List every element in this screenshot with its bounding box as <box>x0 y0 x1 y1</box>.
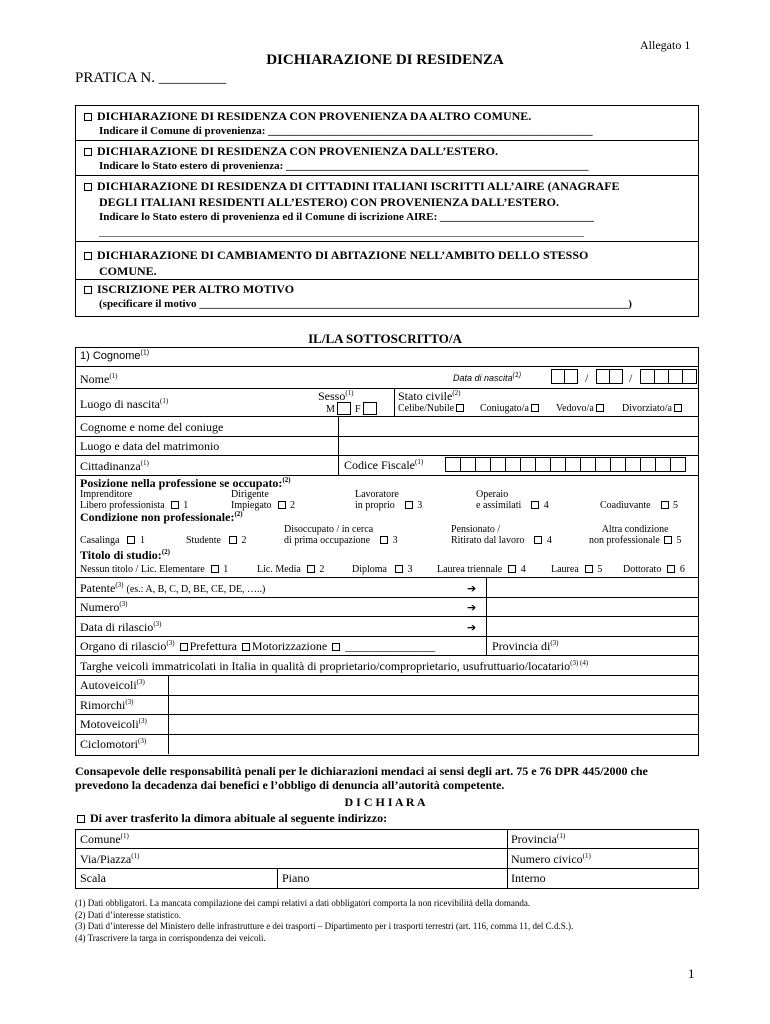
codice-fiscale-char-box[interactable] <box>670 457 686 472</box>
codice-fiscale-char-box[interactable] <box>445 457 461 472</box>
checkbox-icon[interactable] <box>585 565 593 573</box>
checkbox-icon[interactable] <box>531 404 539 412</box>
checkbox-icon[interactable] <box>667 565 675 573</box>
nonprof-altra[interactable]: Altra condizione non professionale 5 <box>589 524 682 546</box>
consapevole-text: Consapevole delle responsabilità penali per le dichiarazioni mendaci ai sensi degli art. 75 e 76 DPR 445/2000 che <box>75 764 648 778</box>
arrow-right-icon: ➔ <box>467 621 477 634</box>
pratica-number: PRATICA N. _________ <box>75 70 227 86</box>
dichiara-title: D I C H I A R A <box>344 795 426 809</box>
checkbox-icon[interactable] <box>77 815 85 823</box>
scala-label: Scala <box>80 871 106 885</box>
data-rilascio-label: Data di rilascio$^{(3)}$ <box>80 620 162 634</box>
studio-dottorato[interactable]: Dottorato 6 <box>623 564 685 575</box>
studio-media[interactable]: Lic. Media 2 <box>257 564 325 575</box>
cittadinanza-label: Cittadinanza$^{(1)}$ <box>80 459 149 473</box>
studio-title: Titolo di studio:$^{(2)}$ <box>80 548 170 562</box>
prof-lavoratore[interactable]: Lavoratore in proprio 3 <box>355 489 423 511</box>
checkbox-icon[interactable] <box>84 148 92 156</box>
codice-fiscale-char-box[interactable] <box>550 457 566 472</box>
checkbox-icon[interactable] <box>661 501 669 509</box>
codice-fiscale-char-box[interactable] <box>640 457 656 472</box>
studio-laurea[interactable]: Laurea 5 <box>551 564 603 575</box>
data-nascita-field[interactable] <box>551 369 578 389</box>
nome-label: Nome$^{(1)}$ <box>80 372 118 386</box>
footnote: (2) Dati d’interesse statistico. <box>75 909 181 920</box>
numero-patente-label: Numero$^{(3)}$ <box>80 600 128 614</box>
professione-title: Posizione nella professione se occupato:$^{(2)}$ <box>80 476 291 490</box>
via-label: Via/Piazza$^{(1)}$ <box>80 852 140 866</box>
prof-dirigente[interactable]: Dirigente Impiegato 2 <box>231 489 296 511</box>
checkbox-icon[interactable] <box>508 565 516 573</box>
checkbox-icon[interactable] <box>380 536 388 544</box>
codice-fiscale-char-box[interactable] <box>490 457 506 472</box>
section-title-sottoscritto: IL/LA SOTTOSCRITTO/A <box>308 331 462 346</box>
option-aire-blank: _________________________________________________________________________________________________ <box>99 227 584 238</box>
codice-fiscale-char-box[interactable] <box>535 457 551 472</box>
option-aire-line2: DEGLI ITALIANI RESIDENTI ALL’ESTERO) CON PROVENIENZA DALL’ESTERO. <box>99 195 560 209</box>
dimora-checkbox[interactable]: Di aver trasferito la dimora abituale al seguente indirizzo: <box>75 811 387 826</box>
patente-label: Patente$^{(3)}$ (es.: A, B, C, D, BE, CE, DE, …..) <box>80 581 266 595</box>
checkbox-icon[interactable] <box>84 183 92 191</box>
checkbox-icon[interactable] <box>307 565 315 573</box>
nonprof-disoccupato[interactable]: Disoccupato / in cerca di prima occupazione 3 <box>284 524 398 546</box>
checkbox-icon[interactable] <box>534 536 542 544</box>
autoveicoli-label: Autoveicoli$^{(3)}$ <box>80 678 145 692</box>
option-cambio-abitazione[interactable]: DICHIARAZIONE DI CAMBIAMENTO DI ABITAZIONE NELL’AMBITO DELLO STESSO <box>82 248 588 263</box>
codice-fiscale-char-box[interactable] <box>580 457 596 472</box>
consapevole-text-2: prevedono la decadenza dai benefici e l’obbligo di denuncia all’autorità competente. <box>75 778 505 792</box>
checkbox-icon[interactable] <box>674 404 682 412</box>
provincia-label: Provincia$^{(1)}$ <box>511 832 566 846</box>
option-altro-comune-sub: Indicare il Comune di provenienza: ___________________________________________________________ <box>99 125 593 137</box>
option-aire[interactable]: DICHIARAZIONE DI RESIDENZA DI CITTADINI ITALIANI ISCRITTI ALL’AIRE (ANAGRAFE <box>82 179 620 194</box>
checkbox-icon[interactable] <box>229 536 237 544</box>
mese-nascita-field[interactable] <box>596 369 623 389</box>
date-separator: / <box>585 371 589 385</box>
nonprof-casalinga[interactable]: Casalinga 1 <box>80 535 145 546</box>
checkbox-icon[interactable] <box>596 404 604 412</box>
nonprof-studente[interactable]: Studente 2 <box>186 535 247 546</box>
option-cambio-abitazione-line2: COMUNE. <box>99 264 157 278</box>
data-nascita-label: Data di nascita$^{(1)}$ <box>453 372 522 383</box>
checkbox-icon[interactable] <box>180 643 188 651</box>
stato-vedovo[interactable]: Vedovo/a <box>556 403 606 414</box>
codice-fiscale-label: Codice Fiscale$^{(1)}$ <box>344 458 424 472</box>
studio-diploma[interactable]: Diploma 3 <box>352 564 413 575</box>
codice-fiscale-char-box[interactable] <box>520 457 536 472</box>
prof-coadiuvante[interactable]: Coadiuvante 5 <box>600 500 679 511</box>
codice-fiscale-char-box[interactable] <box>475 457 491 472</box>
checkbox-icon[interactable] <box>278 501 286 509</box>
prof-operaio[interactable]: Operaio e assimilati 4 <box>476 489 549 511</box>
stato-celibe[interactable]: Celibe/Nubile <box>398 403 466 414</box>
codice-fiscale-char-box[interactable] <box>505 457 521 472</box>
option-estero-sub: Indicare lo Stato estero di provenienza: _______________________________________________________ <box>99 160 589 172</box>
checkbox-icon[interactable] <box>171 501 179 509</box>
date-separator: / <box>629 371 633 385</box>
checkbox-icon[interactable] <box>84 286 92 294</box>
checkbox-icon[interactable] <box>664 536 672 544</box>
checkbox-icon[interactable] <box>84 252 92 260</box>
cognome-label: 1) Cognome$^{(1)}$ <box>80 349 150 362</box>
sesso-f[interactable]: F <box>355 402 377 415</box>
codice-fiscale-field[interactable] <box>445 457 686 472</box>
ciclomotori-label: Ciclomotori$^{(3)}$ <box>80 737 147 751</box>
motoveicoli-label: Motoveicoli$^{(3)}$ <box>80 717 147 731</box>
codice-fiscale-char-box[interactable] <box>595 457 611 472</box>
checkbox-icon[interactable] <box>242 643 250 651</box>
option-altro-motivo-sub: (specificare il motivo ______________________________________________________________________________) <box>99 298 632 310</box>
stato-civile-label: Stato civile$^{(2)}$ <box>398 389 461 403</box>
codice-fiscale-char-box[interactable] <box>625 457 641 472</box>
option-altro-motivo[interactable]: ISCRIZIONE PER ALTRO MOTIVO <box>82 282 294 297</box>
matrimonio-label: Luogo e data del matrimonio <box>80 439 220 453</box>
anno-nascita-field[interactable] <box>640 369 697 389</box>
arrow-right-icon: ➔ <box>467 601 477 614</box>
footnotes <box>75 898 573 944</box>
checkbox-icon[interactable] <box>84 113 92 121</box>
codice-fiscale-char-box[interactable] <box>460 457 476 472</box>
nonprof-pensionato[interactable]: Pensionato / Ritirato dal lavoro 4 <box>451 524 552 546</box>
checkbox-icon[interactable] <box>456 404 464 412</box>
address-grid <box>75 829 699 889</box>
checkbox-icon[interactable] <box>405 501 413 509</box>
prof-imprenditore[interactable]: Imprenditore Libero professionista 1 <box>80 489 189 511</box>
option-estero[interactable]: DICHIARAZIONE DI RESIDENZA CON PROVENIENZA DALL’ESTERO. <box>82 144 498 159</box>
veicoli-title: Targhe veicoli immatricolati in Italia in qualità di proprietario/comproprietario, usufruttuario/locatario$^{(3) (4)}$ <box>80 659 589 673</box>
non-prof-title: Condizione non professionale:$^{(2)}$ <box>80 510 243 524</box>
provincia-rilascio-label: Provincia $di^{(3)}$ <box>492 639 559 653</box>
codice-fiscale-char-box[interactable] <box>565 457 581 472</box>
checkbox-icon[interactable] <box>395 565 403 573</box>
option-altro-comune[interactable]: DICHIARAZIONE DI RESIDENZA CON PROVENIENZA DA ALTRO COMUNE. <box>82 109 531 124</box>
interno-label: Interno <box>511 871 546 885</box>
checkbox-icon[interactable] <box>211 565 219 573</box>
checkbox-icon[interactable] <box>127 536 135 544</box>
codice-fiscale-char-box[interactable] <box>655 457 671 472</box>
page-number: 1 <box>688 966 695 981</box>
sesso-m[interactable]: M <box>326 402 351 415</box>
sesso-label: Sesso$^{(1)}$ <box>318 389 354 403</box>
option-aire-sub: Indicare lo Stato estero di provenienza ed il Comune di iscrizione AIRE: ____________________________ <box>99 211 594 223</box>
checkbox-icon[interactable] <box>332 643 340 651</box>
stato-coniugato[interactable]: Coniugato/a <box>480 403 541 414</box>
studio-nessuno[interactable]: Nessun titolo / Lic. Elementare 1 <box>80 564 229 575</box>
codice-fiscale-char-box[interactable] <box>610 457 626 472</box>
piano-label: Piano <box>282 871 310 885</box>
footnote: (4) Trascrivere la targa in corrispondenza dei veicoli. <box>75 932 266 943</box>
coniuge-label: Cognome e nome del coniuge <box>80 420 224 434</box>
page-title: DICHIARAZIONE DI RESIDENZA <box>266 52 504 68</box>
footnote: (1) Dati obbligatori. La mancata compilazione dei campi relativi a dati obbligatori comporta la non ricevibilità della domanda. <box>75 898 531 908</box>
arrow-right-icon: ➔ <box>467 582 477 595</box>
civico-label: Numero civico$^{(1)}$ <box>511 852 591 866</box>
checkbox-icon[interactable] <box>531 501 539 509</box>
allegato-label: Allegato 1 <box>640 38 691 52</box>
stato-divorziato[interactable]: Divorziato/a <box>622 403 684 414</box>
organo-rilascio: Organo di rilascio$^{(3)}$ Prefettura Motorizzazione _______________ <box>80 639 436 653</box>
luogo-nascita-label: Luogo di nascita$^{(1)}$ <box>80 397 169 411</box>
comune-label: Comune$^{(1)}$ <box>80 832 129 846</box>
rimorchi-label: Rimorchi$^{(3)}$ <box>80 698 134 712</box>
footnote: (3) Dati d’interesse del Ministero delle infrastrutture e dei trasporti – Dipartimento per i trasporti terrestri (art. 116, comma 11, del C.d.S.). <box>75 921 574 931</box>
studio-triennale[interactable]: Laurea triennale 4 <box>437 564 526 575</box>
